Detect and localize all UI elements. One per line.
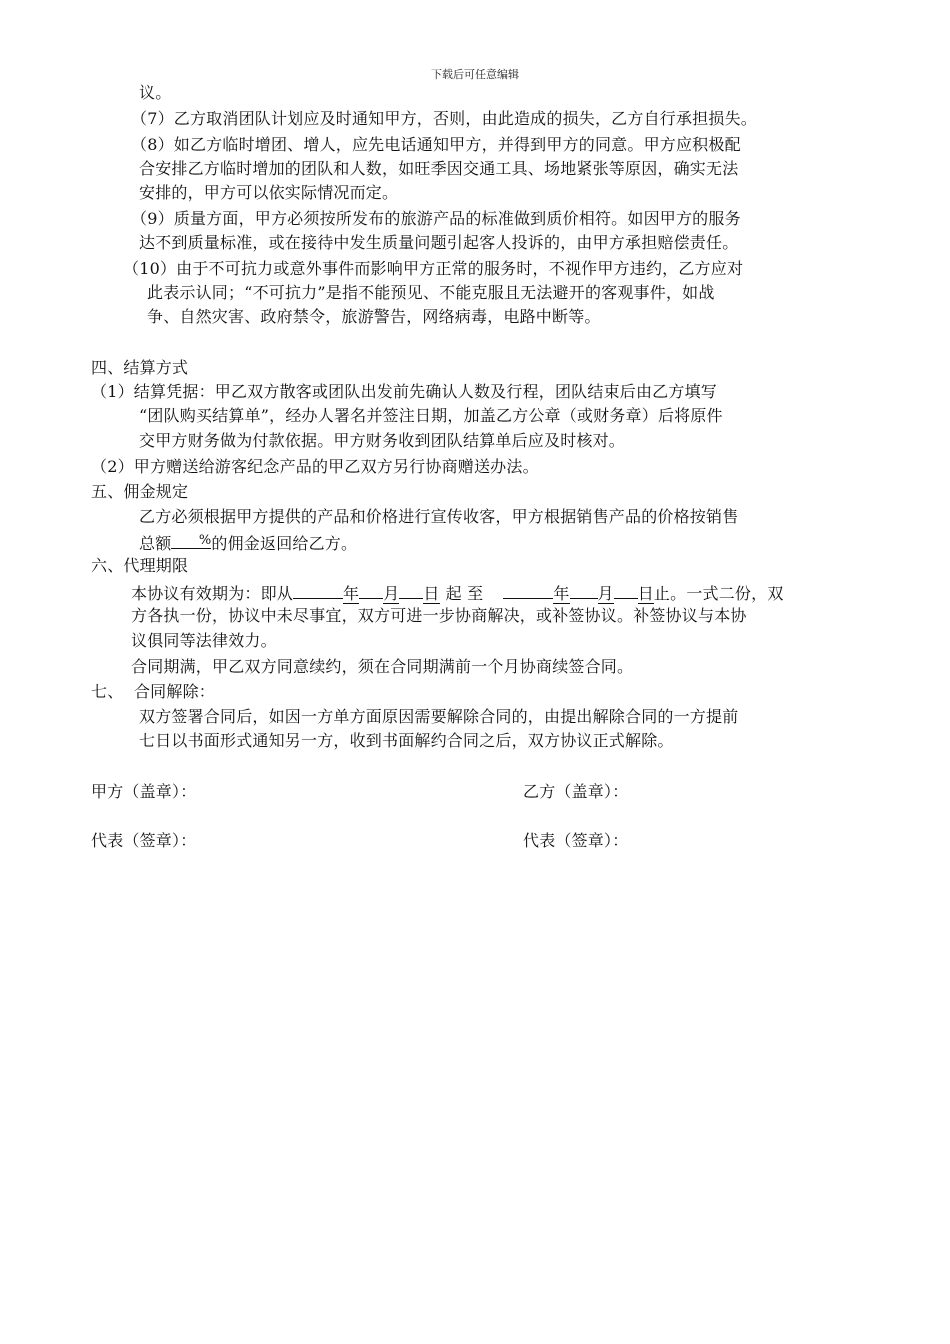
section-4-title: 四、结算方式 xyxy=(91,358,189,377)
section-4-p2: （2）甲方赠送给游客纪念产品的甲乙双方另行协商赠送办法。 xyxy=(91,457,539,476)
section-7-title: 七、 合同解除： xyxy=(91,682,215,701)
section-6-line-1 xyxy=(131,580,784,605)
section-7-line-1: 双方签署合同后，如因一方单方面原因需要解除合同的，由提出解除合同的一方提前 xyxy=(139,707,739,726)
section-6-line-3: 议俱同等法律效力。 xyxy=(131,631,277,650)
clause-8-line: 安排的，甲方可以依实际情况而定。 xyxy=(139,183,399,202)
start-month-blank[interactable] xyxy=(359,580,383,599)
end-day-label: 日 xyxy=(637,584,654,603)
page-header: 下载后可任意编辑 xyxy=(431,68,519,81)
section-7-line-2: 七日以书面形式通知另一方，收到书面解约合同之后，双方协议正式解除。 xyxy=(139,731,674,750)
commission-suffix: 的佣金返回给乙方。 xyxy=(211,534,358,553)
from-to-text: 起 至 xyxy=(445,584,484,603)
end-month-blank[interactable] xyxy=(570,580,598,599)
clause-10-line: 此表示认同；“不可抗力”是指不能预见、不能克服且无法避开的客观事件，如战 xyxy=(147,283,715,302)
end-day-blank[interactable] xyxy=(614,580,638,599)
term-prefix: 本协议有效期为：即从 xyxy=(131,584,294,603)
start-day-blank[interactable] xyxy=(399,580,423,599)
clause-8-line: 合安排乙方临时增加的团队和人数，如旺季因交通工具、场地紧张等原因，确实无法 xyxy=(139,159,739,178)
clause-8-line: （8）如乙方临时增团、增人，应先电话通知甲方，并得到甲方的同意。甲方应积极配 xyxy=(131,135,741,154)
start-year-blank[interactable] xyxy=(293,580,343,599)
commission-prefix: 总额 xyxy=(139,534,172,553)
party-a-seal-label: 甲方（盖章）： xyxy=(91,782,197,801)
start-month-label: 月 xyxy=(383,584,400,603)
section-6-line-2: 方各执一份，协议中未尽事宜，双方可进一步协商解决，或补签协议。补签协议与本协 xyxy=(131,606,747,625)
party-a-rep-label: 代表（签章）： xyxy=(91,831,197,850)
section-4-p1-line: （1）结算凭据：甲乙双方散客或团队出发前先确认人数及行程，团队结束后由乙方填写 xyxy=(91,382,717,401)
clause-7: （7）乙方取消团队计划应及时通知甲方，否则，由此造成的损失，乙方自行承担损失。 xyxy=(131,109,757,128)
section-4-p1-line: 交甲方财务做为付款依据。甲方财务收到团队结算单后应及时核对。 xyxy=(139,431,626,450)
section-5-title: 五、佣金规定 xyxy=(91,482,189,501)
start-day-label: 日 xyxy=(423,584,440,603)
section-4-p1-line: “团队购买结算单”，经办人署名并签注日期，加盖乙方公章（或财务章）后将原件 xyxy=(139,406,723,425)
clause-6-tail: 议。 xyxy=(139,83,172,102)
clause-9-line: 达不到质量标准，或在接待中发生质量问题引起客人投诉的，由甲方承担赔偿责任。 xyxy=(139,233,739,252)
term-suffix: 。一式二份，双 xyxy=(670,584,784,603)
clause-10-line: 争、自然灾害、政府禁令，旅游警告，网络病毒，电路中断等。 xyxy=(147,307,601,326)
percent-sign: % xyxy=(198,533,212,548)
clause-9-line: （9）质量方面，甲方必须按所发布的旅游产品的标准做到质价相符。如因甲方的服务 xyxy=(131,209,741,228)
commission-rate-blank[interactable] xyxy=(171,530,211,549)
section-6-title: 六、代理期限 xyxy=(91,556,189,575)
until-text: 止 xyxy=(653,584,671,603)
section-5-line-2 xyxy=(139,530,357,555)
end-year-blank[interactable] xyxy=(503,580,553,599)
party-b-seal-label: 乙方（盖章）： xyxy=(523,782,629,801)
section-6-line-4: 合同期满，甲乙双方同意续约，须在合同期满前一个月协商续签合同。 xyxy=(131,657,634,676)
clause-10-line: （10）由于不可抗力或意外事件而影响甲方正常的服务时，不视作甲方违约，乙方应对 xyxy=(123,259,744,278)
section-5-line-1: 乙方必须根据甲方提供的产品和价格进行宣传收客，甲方根据销售产品的价格按销售 xyxy=(139,507,739,526)
party-b-rep-label: 代表（签章）： xyxy=(523,831,629,850)
start-year-label: 年 xyxy=(343,584,360,603)
end-month-label: 月 xyxy=(597,584,614,603)
end-year-label: 年 xyxy=(553,584,570,603)
